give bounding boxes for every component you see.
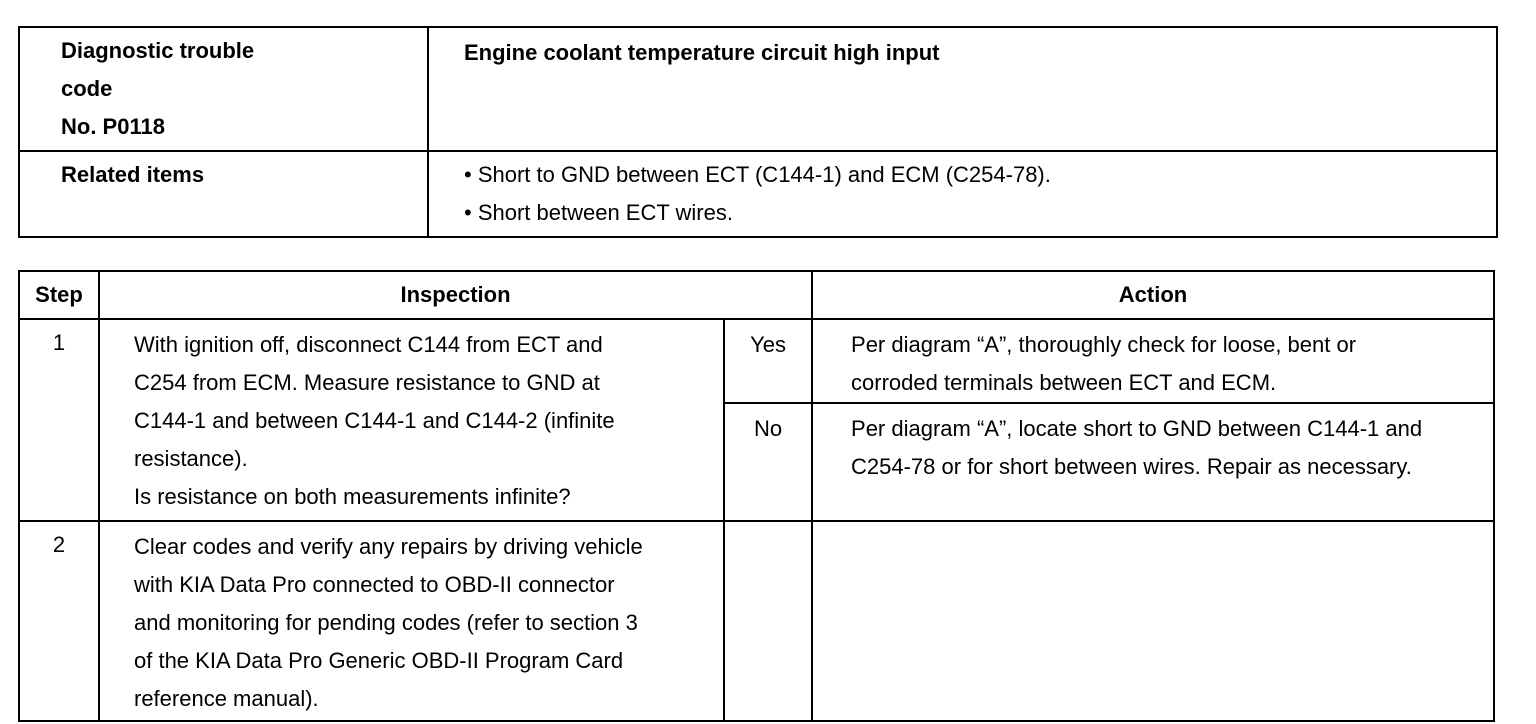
inspection-line: of the KIA Data Pro Generic OBD-II Program Card bbox=[134, 648, 624, 673]
dtc-row bbox=[19, 27, 1497, 151]
column-header-action: Action bbox=[812, 271, 1494, 319]
yes-label: Yes bbox=[724, 319, 812, 403]
related-items-row bbox=[19, 151, 1497, 237]
action-line: Per diagram “A”, locate short to GND between C144-1 and bbox=[851, 416, 1423, 441]
step-2-yn-empty bbox=[724, 521, 812, 721]
step-2-action-empty bbox=[812, 521, 1494, 721]
column-header-step: Step bbox=[19, 271, 99, 319]
dtc-value-cell bbox=[428, 27, 1497, 151]
inspection-line: with KIA Data Pro connected to OBD-II connector bbox=[134, 572, 615, 597]
diagnostic-steps-table bbox=[18, 270, 1495, 722]
column-header-inspection: Inspection bbox=[99, 271, 812, 319]
dtc-label-line: code bbox=[61, 76, 113, 101]
dtc-header-table bbox=[18, 26, 1498, 238]
dtc-label-cell bbox=[19, 27, 428, 151]
no-label: No bbox=[724, 403, 812, 521]
action-line: Per diagram “A”, thoroughly check for loose, bent or bbox=[851, 332, 1357, 357]
dtc-label-line: No. P0118 bbox=[61, 114, 165, 139]
related-item: • Short between ECT wires. bbox=[464, 200, 733, 225]
related-item: • Short to GND between ECT (C144-1) and ECM (C254-78). bbox=[464, 162, 1051, 187]
yes-action bbox=[812, 319, 1494, 403]
inspection-line: reference manual). bbox=[134, 686, 319, 711]
inspection-line: Clear codes and verify any repairs by driving vehicle bbox=[134, 534, 643, 559]
dtc-label-line: Diagnostic trouble bbox=[61, 38, 255, 63]
step-1-yes-row bbox=[19, 319, 1494, 403]
dtc-value: Engine coolant temperature circuit high input bbox=[464, 40, 940, 65]
inspection-line: resistance). bbox=[134, 446, 248, 471]
inspection-line: With ignition off, disconnect C144 from ECT and bbox=[134, 332, 603, 357]
step-inspection bbox=[99, 521, 724, 721]
inspection-line: Is resistance on both measurements infinite? bbox=[134, 484, 571, 509]
inspection-line: C144-1 and between C144-1 and C144-2 (infinite bbox=[134, 408, 615, 433]
step-number: 2 bbox=[19, 521, 99, 721]
action-line: C254-78 or for short between wires. Repair as necessary. bbox=[851, 454, 1412, 479]
no-action bbox=[812, 403, 1494, 521]
inspection-line: and monitoring for pending codes (refer to section 3 bbox=[134, 610, 638, 635]
step-2-row bbox=[19, 521, 1494, 721]
step-number: 1 bbox=[19, 319, 99, 521]
inspection-line: C254 from ECM. Measure resistance to GND at bbox=[134, 370, 600, 395]
related-label: Related items bbox=[61, 162, 205, 187]
related-items-cell bbox=[428, 151, 1497, 237]
related-label-cell bbox=[19, 151, 428, 237]
step-inspection bbox=[99, 319, 724, 521]
action-line: corroded terminals between ECT and ECM. bbox=[851, 370, 1277, 395]
column-header-row bbox=[19, 271, 1494, 319]
